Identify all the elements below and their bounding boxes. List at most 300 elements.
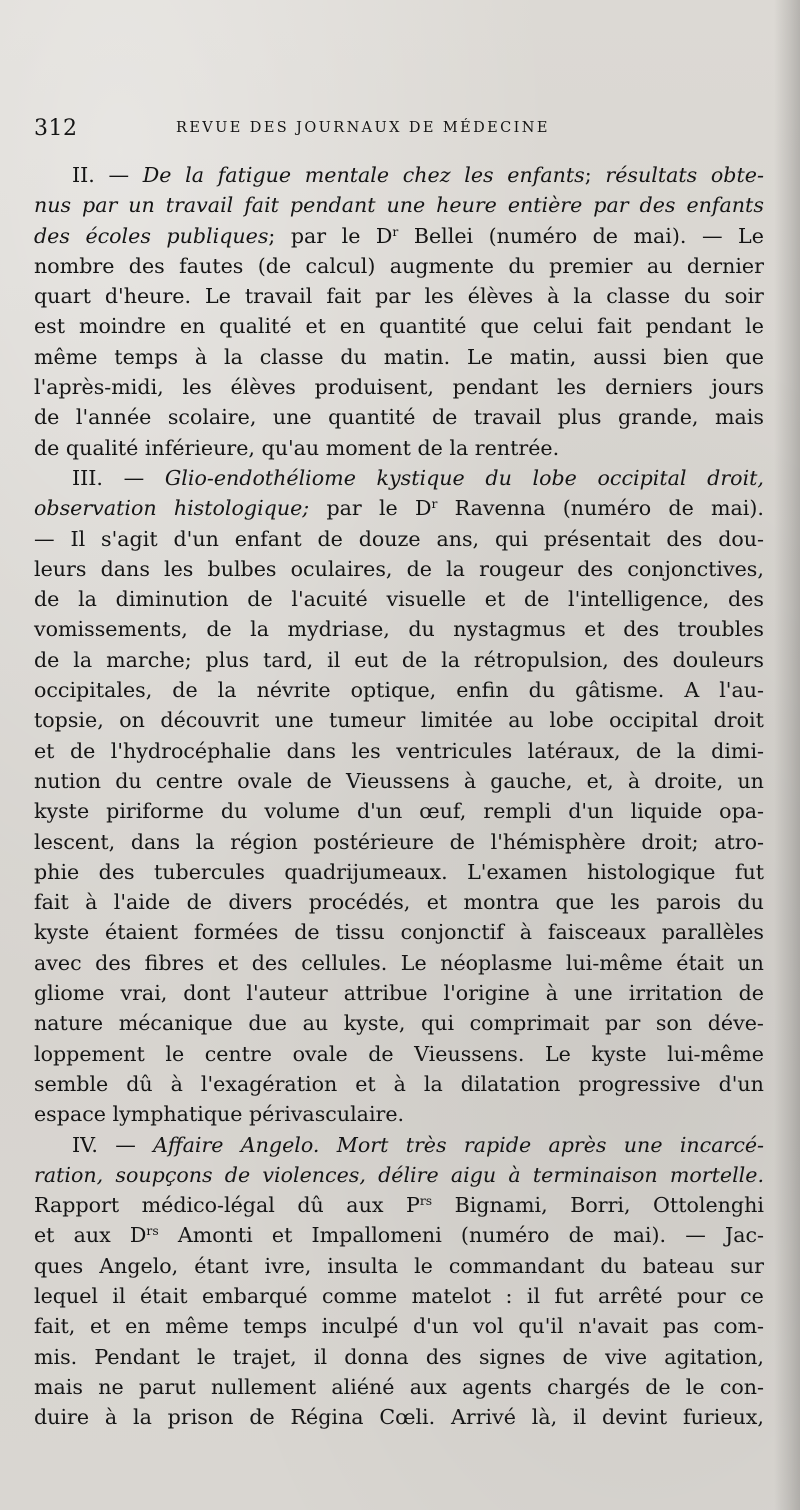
text-line xyxy=(34,584,764,614)
word xyxy=(508,251,534,281)
text-run: à xyxy=(508,1162,521,1187)
text-run: ration, xyxy=(34,1162,104,1187)
text-run: mydriase, xyxy=(287,617,390,642)
text-run: plus xyxy=(557,405,602,430)
text-run: il xyxy=(526,1283,541,1308)
word xyxy=(90,1311,110,1341)
text-run: lobe xyxy=(532,465,577,490)
word xyxy=(99,1251,178,1281)
word xyxy=(544,524,651,554)
text-run: région xyxy=(230,829,298,854)
word xyxy=(631,796,703,826)
text-run: Pendant xyxy=(94,1344,180,1369)
word xyxy=(201,1069,337,1099)
word xyxy=(593,342,646,372)
text-line xyxy=(34,1008,764,1038)
text-run: diminution xyxy=(115,587,229,612)
word xyxy=(34,978,104,1008)
word xyxy=(130,1220,159,1250)
text-run: parois xyxy=(656,890,722,915)
word xyxy=(566,948,663,978)
word xyxy=(495,524,528,554)
text-run: que xyxy=(555,890,595,915)
word xyxy=(260,342,324,372)
word xyxy=(600,1251,626,1281)
word xyxy=(288,614,390,644)
word xyxy=(533,1160,658,1190)
word xyxy=(473,1311,504,1341)
word xyxy=(475,433,559,463)
word xyxy=(656,887,721,917)
text-run: des xyxy=(425,1344,462,1369)
text-run: on xyxy=(119,708,145,733)
word xyxy=(470,1008,590,1038)
word xyxy=(377,463,465,493)
text-run: chez xyxy=(402,163,451,187)
text-line xyxy=(34,402,764,432)
word xyxy=(379,311,466,341)
text-run: de xyxy=(306,768,332,793)
text-run: fait xyxy=(326,284,362,309)
word xyxy=(34,190,71,220)
word xyxy=(264,1251,311,1281)
word xyxy=(568,796,613,826)
text-run: un xyxy=(737,768,764,793)
text-run: comprimait xyxy=(469,1011,590,1036)
text-run: travail xyxy=(473,405,542,430)
word xyxy=(290,190,376,220)
word xyxy=(533,463,577,493)
text-run: était xyxy=(139,1283,188,1308)
text-run: prison xyxy=(167,1405,234,1430)
text-run: travail xyxy=(244,284,313,309)
text-run: une xyxy=(574,981,613,1006)
text-run: rempli xyxy=(483,799,552,824)
text-run: l'exagération xyxy=(200,1071,338,1096)
text-run: mai). xyxy=(633,223,687,248)
text-run: Vieussens. xyxy=(414,1041,525,1066)
text-run: bien xyxy=(663,344,709,369)
text-run: aux xyxy=(346,1193,384,1218)
word xyxy=(663,342,708,372)
text-run: la xyxy=(217,678,237,703)
word xyxy=(426,1342,462,1372)
word xyxy=(479,554,563,584)
word xyxy=(702,221,723,251)
word xyxy=(605,372,693,402)
text-run: lequel xyxy=(34,1283,98,1308)
text-run: et xyxy=(217,950,239,975)
text-run: du xyxy=(220,799,248,824)
text-line xyxy=(34,493,764,523)
word xyxy=(376,221,398,251)
word xyxy=(34,796,89,826)
word xyxy=(730,1251,764,1281)
word xyxy=(309,887,411,917)
word xyxy=(406,1130,447,1160)
word xyxy=(326,433,411,463)
word xyxy=(34,1251,83,1281)
word xyxy=(737,948,764,978)
word xyxy=(264,796,340,826)
word xyxy=(549,251,632,281)
word xyxy=(461,1069,561,1099)
word xyxy=(653,1190,764,1220)
text-run: Jac- xyxy=(724,1223,764,1248)
text-run: grande, xyxy=(617,405,699,430)
word xyxy=(351,675,437,705)
text-run: qui xyxy=(494,526,528,551)
text-run: et xyxy=(584,617,605,642)
word xyxy=(291,1402,364,1432)
word xyxy=(415,493,437,523)
word xyxy=(106,796,204,826)
text-run: eut xyxy=(354,647,388,672)
word xyxy=(284,857,447,887)
word xyxy=(598,463,687,493)
word xyxy=(248,1008,287,1038)
text-run: Le xyxy=(400,950,427,975)
word xyxy=(346,766,450,796)
text-run: — xyxy=(108,163,130,187)
word xyxy=(684,281,710,311)
word xyxy=(331,1372,394,1402)
word xyxy=(211,1372,316,1402)
text-run: — xyxy=(685,1223,706,1248)
word xyxy=(73,645,92,675)
word xyxy=(109,160,130,190)
word xyxy=(462,1372,532,1402)
text-run: furieux, xyxy=(682,1405,764,1430)
text-run: — xyxy=(123,465,145,490)
word xyxy=(646,311,732,341)
word xyxy=(384,342,450,372)
word xyxy=(677,1281,726,1311)
text-run: le xyxy=(165,1041,185,1066)
text-run: du xyxy=(737,890,764,915)
word xyxy=(479,1342,545,1372)
word xyxy=(34,554,86,584)
word xyxy=(375,281,410,311)
word xyxy=(663,1311,699,1341)
word xyxy=(685,1220,706,1250)
text-run: à xyxy=(545,981,559,1006)
text-run: Régina xyxy=(290,1405,364,1430)
word xyxy=(573,1402,586,1432)
superscript: rs xyxy=(146,1224,159,1239)
text-run: plus xyxy=(205,647,250,672)
word xyxy=(636,736,661,766)
text-run: centre xyxy=(204,1041,272,1066)
word xyxy=(450,827,475,857)
word xyxy=(444,978,530,1008)
text-run: dans xyxy=(130,829,181,854)
text-run: du xyxy=(340,344,367,369)
word xyxy=(171,1069,183,1099)
word xyxy=(114,342,178,372)
text-run: une xyxy=(623,1132,663,1157)
word xyxy=(231,372,296,402)
word xyxy=(133,1402,152,1432)
word xyxy=(119,705,145,735)
word xyxy=(485,584,505,614)
word xyxy=(219,311,291,341)
text-run: au xyxy=(302,1011,329,1036)
text-run: le xyxy=(341,223,361,248)
word xyxy=(125,1311,150,1341)
text-run: Affaire xyxy=(153,1132,224,1157)
word xyxy=(584,614,604,644)
text-run: étant xyxy=(194,1253,249,1278)
superscript: r xyxy=(392,224,399,239)
text-run: semble xyxy=(34,1071,109,1096)
word xyxy=(598,1281,663,1311)
word xyxy=(129,251,165,281)
text-line xyxy=(34,1069,764,1099)
text-run: formées xyxy=(193,920,279,945)
text-run: de xyxy=(69,738,96,763)
word xyxy=(34,342,97,372)
text-run: quadrijumeaux. xyxy=(284,859,448,884)
word xyxy=(194,1251,248,1281)
word xyxy=(249,1099,404,1129)
word xyxy=(417,433,442,463)
text-run: des xyxy=(128,253,165,278)
text-run: s'agit xyxy=(101,526,158,551)
text-run: mis. xyxy=(34,1344,78,1369)
body-text xyxy=(34,160,764,1432)
word xyxy=(233,1342,297,1372)
text-run: même xyxy=(34,344,98,369)
text-run: que xyxy=(480,314,519,339)
word xyxy=(34,524,55,554)
word xyxy=(142,1190,275,1220)
word xyxy=(401,917,504,947)
text-run: divers xyxy=(228,890,293,915)
text-run: droit xyxy=(713,708,764,733)
word xyxy=(587,766,614,796)
text-run: aux xyxy=(409,1374,447,1399)
word xyxy=(666,524,702,554)
word xyxy=(578,1311,648,1341)
text-run: délire xyxy=(378,1162,439,1187)
text-run: pas xyxy=(662,1314,699,1339)
word xyxy=(720,1372,764,1402)
text-run: mais xyxy=(34,1374,83,1399)
word xyxy=(78,584,97,614)
word xyxy=(172,675,197,705)
word xyxy=(34,827,115,857)
text-run: nature xyxy=(34,1011,104,1036)
word xyxy=(528,736,621,766)
word xyxy=(243,1311,307,1341)
text-run: occipitales, xyxy=(34,678,153,703)
word xyxy=(165,1311,228,1341)
word xyxy=(250,614,269,644)
text-line xyxy=(34,221,764,251)
text-run: une xyxy=(274,708,314,733)
word xyxy=(153,1130,223,1160)
word xyxy=(464,766,476,796)
word xyxy=(34,281,91,311)
word xyxy=(34,948,82,978)
text-run: de xyxy=(738,981,764,1006)
word xyxy=(611,887,640,917)
word xyxy=(468,281,533,311)
text-line xyxy=(34,978,764,1008)
word xyxy=(115,1130,136,1160)
word xyxy=(686,1372,705,1402)
text-run: commandant xyxy=(448,1253,585,1278)
word xyxy=(549,705,593,735)
text-run: d'un xyxy=(173,526,219,551)
word xyxy=(187,887,212,917)
word xyxy=(556,887,595,917)
word xyxy=(357,796,402,826)
word xyxy=(739,978,764,1008)
word xyxy=(446,554,465,584)
word xyxy=(313,827,434,857)
word xyxy=(606,281,670,311)
text-run: Il xyxy=(70,526,86,551)
text-run: des xyxy=(251,950,288,975)
word xyxy=(303,1008,329,1038)
word xyxy=(647,251,673,281)
text-run: L'examen xyxy=(467,859,568,884)
word xyxy=(218,948,238,978)
word xyxy=(119,1008,233,1038)
word xyxy=(711,160,764,190)
text-run: à xyxy=(170,1071,183,1096)
word xyxy=(506,1281,513,1311)
text-run: fatigue xyxy=(217,163,292,187)
text-run: les xyxy=(610,890,640,915)
word xyxy=(401,948,427,978)
text-run: temps xyxy=(114,344,179,369)
word xyxy=(344,978,428,1008)
text-run: le xyxy=(685,1374,705,1399)
text-run: il xyxy=(112,1283,126,1308)
text-run: procédés, xyxy=(308,890,411,915)
text-run: et xyxy=(89,1314,111,1339)
text-run: l'année xyxy=(75,405,152,430)
text-run: limitée xyxy=(420,708,493,733)
text-run: ovale xyxy=(292,1041,348,1066)
text-run: était xyxy=(676,950,724,975)
word xyxy=(403,160,451,190)
word xyxy=(208,554,277,584)
word xyxy=(72,1130,98,1160)
text-run: au xyxy=(508,708,534,733)
word xyxy=(342,221,361,251)
text-run: la xyxy=(185,163,205,187)
word xyxy=(34,402,59,432)
word xyxy=(623,645,659,675)
text-line xyxy=(34,251,764,281)
text-run: qui xyxy=(421,1011,455,1036)
text-run: quantité xyxy=(379,314,467,339)
text-run: Angelo, xyxy=(99,1253,179,1278)
word xyxy=(510,342,576,372)
text-run: nystagmus xyxy=(453,617,566,642)
word xyxy=(575,675,664,705)
word xyxy=(326,493,361,523)
text-run: de xyxy=(449,829,475,854)
text-run: fut xyxy=(554,1283,584,1308)
text-run: inférieure, xyxy=(144,435,255,460)
text-run: fait xyxy=(34,890,69,915)
word xyxy=(206,614,231,644)
text-run: fautes xyxy=(179,253,244,278)
text-run: une xyxy=(386,193,426,218)
text-run: la xyxy=(573,284,593,309)
word xyxy=(305,311,325,341)
text-run: à xyxy=(85,890,98,915)
word xyxy=(627,554,764,584)
text-run: Bellei xyxy=(413,223,474,248)
word xyxy=(562,1342,587,1372)
word xyxy=(291,221,326,251)
text-run: pendant xyxy=(645,314,732,339)
text-run: Bignami, xyxy=(454,1193,548,1218)
word xyxy=(563,493,652,523)
word xyxy=(407,554,432,584)
word xyxy=(241,1130,320,1160)
word xyxy=(719,1069,764,1099)
text-run: dilatation xyxy=(460,1071,561,1096)
word xyxy=(34,766,101,796)
text-run: ventricules xyxy=(396,738,513,763)
text-run: arrêté xyxy=(598,1283,663,1308)
word xyxy=(745,311,764,341)
text-run: duire xyxy=(34,1405,90,1430)
word xyxy=(99,857,135,887)
text-line xyxy=(34,796,764,826)
word xyxy=(305,160,389,190)
text-run: très xyxy=(405,1132,447,1157)
word xyxy=(714,1311,764,1341)
word xyxy=(711,493,764,523)
text-run: jours xyxy=(711,375,764,400)
word xyxy=(202,1281,308,1311)
word xyxy=(684,675,699,705)
word xyxy=(441,645,460,675)
text-run: moment xyxy=(325,435,411,460)
word xyxy=(453,614,566,644)
word xyxy=(340,342,366,372)
text-run: de xyxy=(635,738,662,763)
text-run: Amonti xyxy=(177,1223,253,1248)
word xyxy=(378,1160,439,1190)
word xyxy=(570,1190,630,1220)
word xyxy=(664,1342,764,1372)
word xyxy=(335,917,384,947)
word xyxy=(196,827,215,857)
text-run: de xyxy=(523,587,550,612)
text-run: gâtisme. xyxy=(575,678,665,703)
text-run: Vieussens xyxy=(345,768,450,793)
word xyxy=(166,190,233,220)
text-run: la xyxy=(446,556,465,581)
word xyxy=(115,1160,212,1190)
text-run: produisent, xyxy=(314,375,434,400)
text-run: de xyxy=(401,647,428,672)
word xyxy=(718,524,764,554)
text-run: des xyxy=(95,950,132,975)
text-run: celui xyxy=(532,314,584,339)
text-run: tard, xyxy=(263,647,314,672)
word xyxy=(548,917,646,947)
